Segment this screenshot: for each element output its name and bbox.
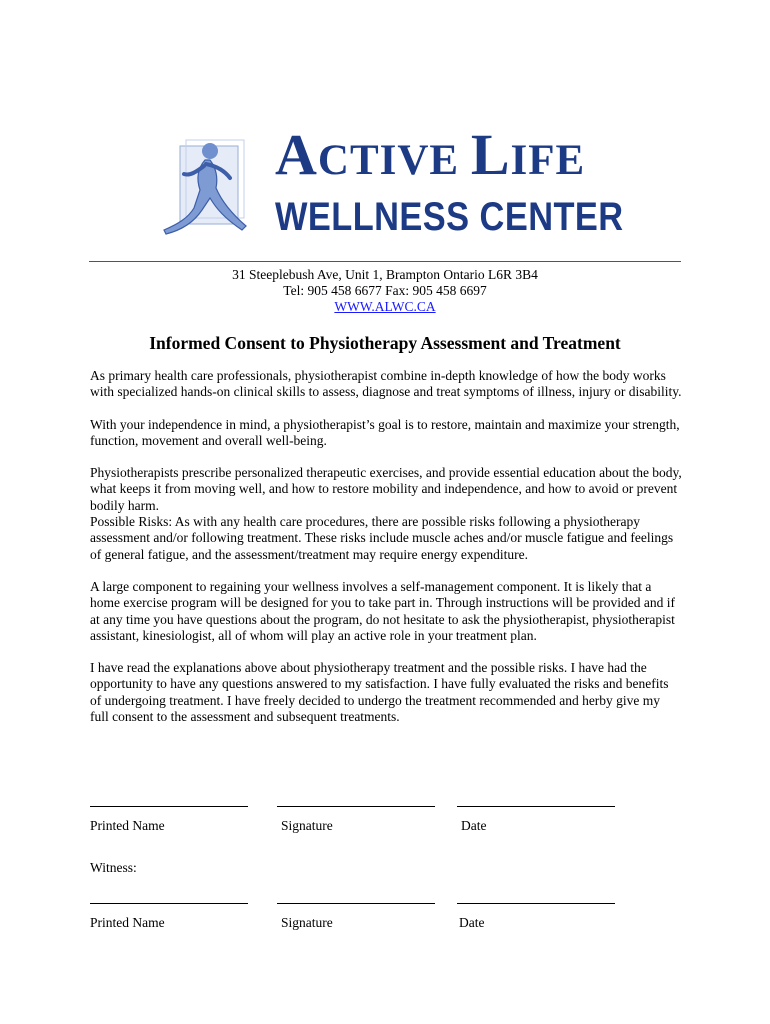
paragraph-self-management: A large component to regaining your wellness involves a self-management component. It is likely that a home exercise program will be designed for you to take part in. Through instructions will be provided and if at any time you have questions about the program, do not hesitate to ask the physiotherapist, physiotherapist assistant, kinesiologist, all of whom will play an active role in your treatment plan. — [90, 578, 675, 643]
header-divider — [89, 261, 681, 262]
witness-signature-line[interactable] — [277, 903, 435, 904]
brand-line1 — [275, 122, 665, 194]
printed-name-line[interactable] — [90, 806, 248, 807]
consent-body — [90, 368, 682, 741]
clinic-address-block — [0, 267, 770, 315]
brand-letter-l: L — [470, 122, 511, 187]
witness-printed-name-label: Printed Name — [90, 915, 165, 930]
witness-date-label: Date — [459, 915, 485, 930]
running-figure-icon — [150, 118, 270, 248]
printed-name-label: Printed Name — [90, 818, 165, 833]
paragraph-risks: Possible Risks: As with any health care procedures, there are possible risks following a physiotherapy assessment and/or following treatment. These risks include muscle aches and/or muscle fatigue and feelings of general fatigue, and the assessment/treatment may require energy expenditure. — [90, 514, 674, 562]
brand-word-ife: IFE — [510, 137, 586, 184]
date-line[interactable] — [457, 806, 615, 807]
clinic-logo — [150, 118, 660, 248]
website-link[interactable]: WWW.ALWC.CA — [334, 299, 436, 314]
street-address: 31 Steeplebush Ave, Unit 1, Brampton Ontario L6R 3B4 — [232, 267, 538, 282]
brand-line2: WELLNESS CENTER — [275, 195, 624, 239]
document-title: Informed Consent to Physiotherapy Assessment and Treatment — [149, 333, 621, 353]
witness-signature-label: Signature — [281, 915, 333, 930]
signature-label: Signature — [281, 818, 333, 833]
witness-printed-name-line[interactable] — [90, 903, 248, 904]
witness-date-line[interactable] — [457, 903, 615, 904]
signature-line[interactable] — [277, 806, 435, 807]
witness-label: Witness: — [90, 860, 137, 875]
brand-word-ctive: CTIVE — [317, 137, 471, 184]
paragraph-exercises: Physiotherapists prescribe personalized therapeutic exercises, and provide essential education about the body, what keeps it from moving well, and how to restore mobility and independence, and how to avoid or prevent bodily harm. — [90, 465, 682, 513]
paragraph-intro: As primary health care professionals, physiotherapist combine in-depth knowledge of how the body works with specialized hands-on clinical skills to assess, diagnose and treat symptoms of illness, injury or disability. — [90, 368, 682, 400]
paragraph-goal: With your independence in mind, a physiotherapist’s goal is to restore, maintain and maximize your strength, function, movement and overall well-being. — [90, 416, 680, 448]
phone-fax: Tel: 905 458 6677 Fax: 905 458 6697 — [283, 283, 487, 298]
date-label: Date — [461, 818, 487, 833]
brand-letter-a: A — [275, 122, 318, 187]
paragraph-consent-statement: I have read the explanations above about physiotherapy treatment and the possible risks. I have had the opportunity to have any questions answered to my satisfaction. I have fully evaluated the risks and benefits of undergoing treatment. I have freely decided to undergo the treatment recommended and herby give my full consent to the assessment and subsequent treatments. — [90, 660, 669, 725]
brand-name — [275, 122, 665, 240]
